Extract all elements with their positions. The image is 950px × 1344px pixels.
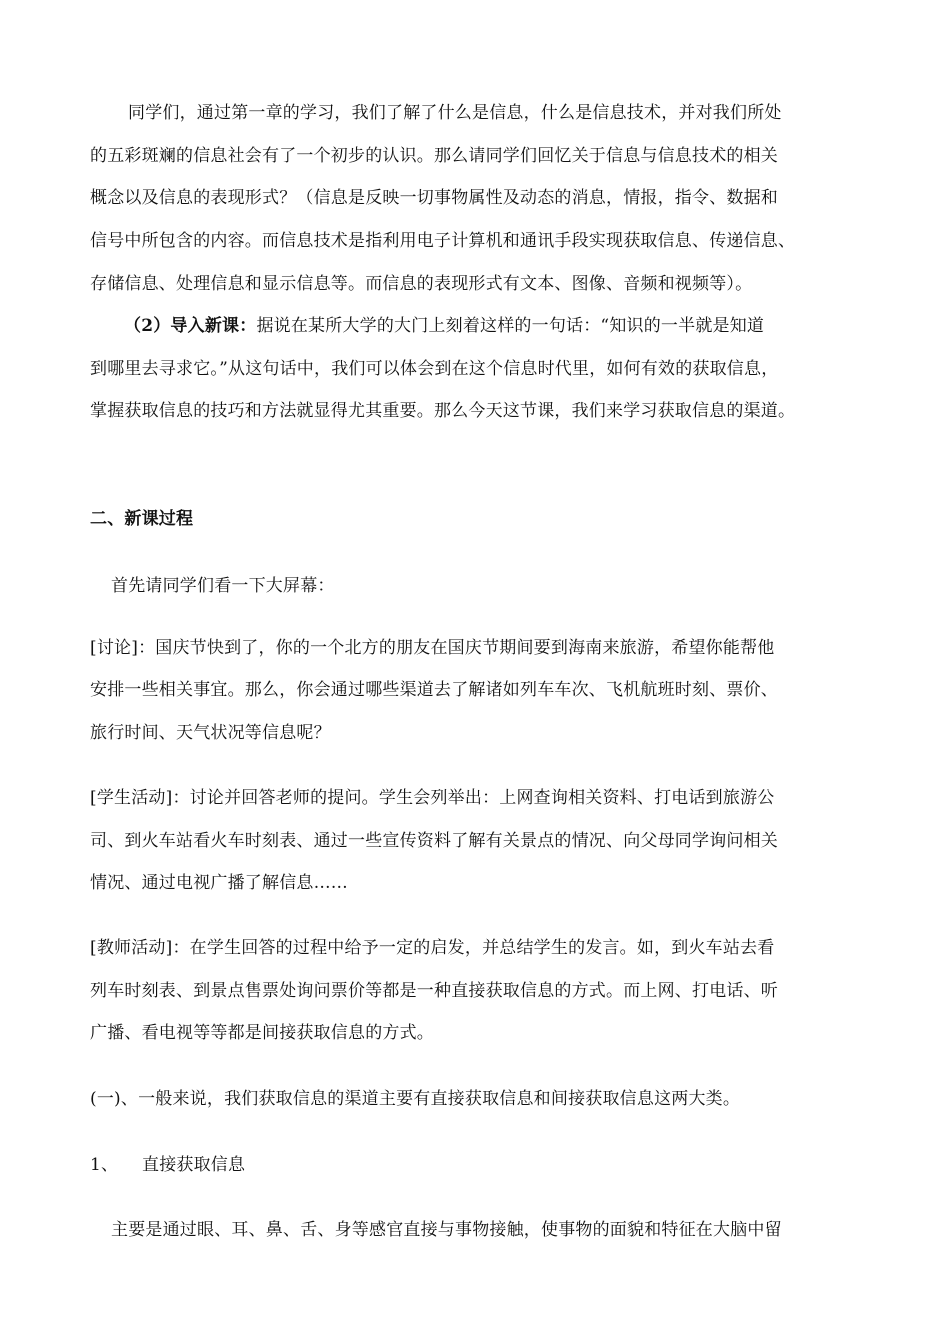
item-1-number: 1、 <box>90 1155 119 1175</box>
student-activity-line-3: 情况、通过电视广播了解信息…… <box>90 873 348 893</box>
general-statement: (一)、一般来说，我们获取信息的渠道主要有直接获取信息和间接获取信息这两大类。 <box>90 1089 741 1109</box>
new-lesson-label: （2）导入新课： <box>124 316 257 336</box>
item-1-heading <box>90 1153 870 1177</box>
discussion-line-2: 安排一些相关事宜。那么，你会通过哪些渠道去了解诸如列车车次、飞机航班时刻、票价、 <box>90 680 778 700</box>
new-lesson-line-2: 到哪里去寻求它。”从这句话中，我们可以体会到在这个信息时代里，如何有效的获取信息， <box>90 359 779 379</box>
teacher-activity-line-3: 广播、看电视等等都是间接获取信息的方式。 <box>90 1023 434 1043</box>
intro-line-5: 存储信息、处理信息和显示信息等。而信息的表现形式有文本、图像、音频和视频等）。 <box>90 274 753 294</box>
intro-line-4: 信号中所包含的内容。而信息技术是指利用电子计算机和通讯手段实现获取信息、传递信息、 <box>90 231 796 251</box>
discussion-line-3: 旅行时间、天气状况等信息呢？ <box>90 723 331 743</box>
first-look-line: 首先请同学们看一下大屏幕： <box>111 576 335 596</box>
discussion-line-1: [讨论]：国庆节快到了，你的一个北方的朋友在国庆节期间要到海南来旅游，希望你能帮他 <box>90 638 775 658</box>
teacher-activity-line-1: [教师活动]：在学生回答的过程中给予一定的启发，并总结学生的发言。如，到火车站去看 <box>90 938 775 958</box>
intro-line-1: 同学们，通过第一章的学习，我们了解了什么是信息，什么是信息技术，并对我们所处 <box>128 103 782 123</box>
item-1-title: 直接获取信息 <box>142 1155 246 1175</box>
student-activity-line-1: [学生活动]：讨论并回答老师的提问。学生会列举出：上网查询相关资料、打电话到旅游公 <box>90 788 775 808</box>
item-1-text: 主要是通过眼、耳、鼻、舌、身等感官直接与事物接触，使事物的面貌和特征在大脑中留 <box>111 1220 782 1240</box>
intro-line-3: 概念以及信息的表现形式？（信息是反映一切事物属性及动态的消息，情报，指令、数据和 <box>90 188 778 208</box>
teacher-activity-line-2: 列车时刻表、到景点售票处询问票价等都是一种直接获取信息的方式。而上网、打电话、听 <box>90 981 778 1001</box>
section-heading: 二、新课过程 <box>90 509 194 529</box>
new-lesson-line-3: 掌握获取信息的技巧和方法就显得尤其重要。那么今天这节课，我们来学习获取信息的渠道。 <box>90 401 796 421</box>
new-lesson-line-1-rest: 据说在某所大学的大门上刻着这样的一句话：“知识的一半就是知道 <box>256 316 765 336</box>
student-activity-line-2: 司、到火车站看火车时刻表、通过一些宣传资料了解有关景点的情况、向父母同学询问相关 <box>90 831 778 851</box>
intro-line-2: 的五彩斑斓的信息社会有了一个初步的认识。那么请同学们回忆关于信息与信息技术的相关 <box>90 146 778 166</box>
new-lesson-line-1 <box>124 314 904 338</box>
